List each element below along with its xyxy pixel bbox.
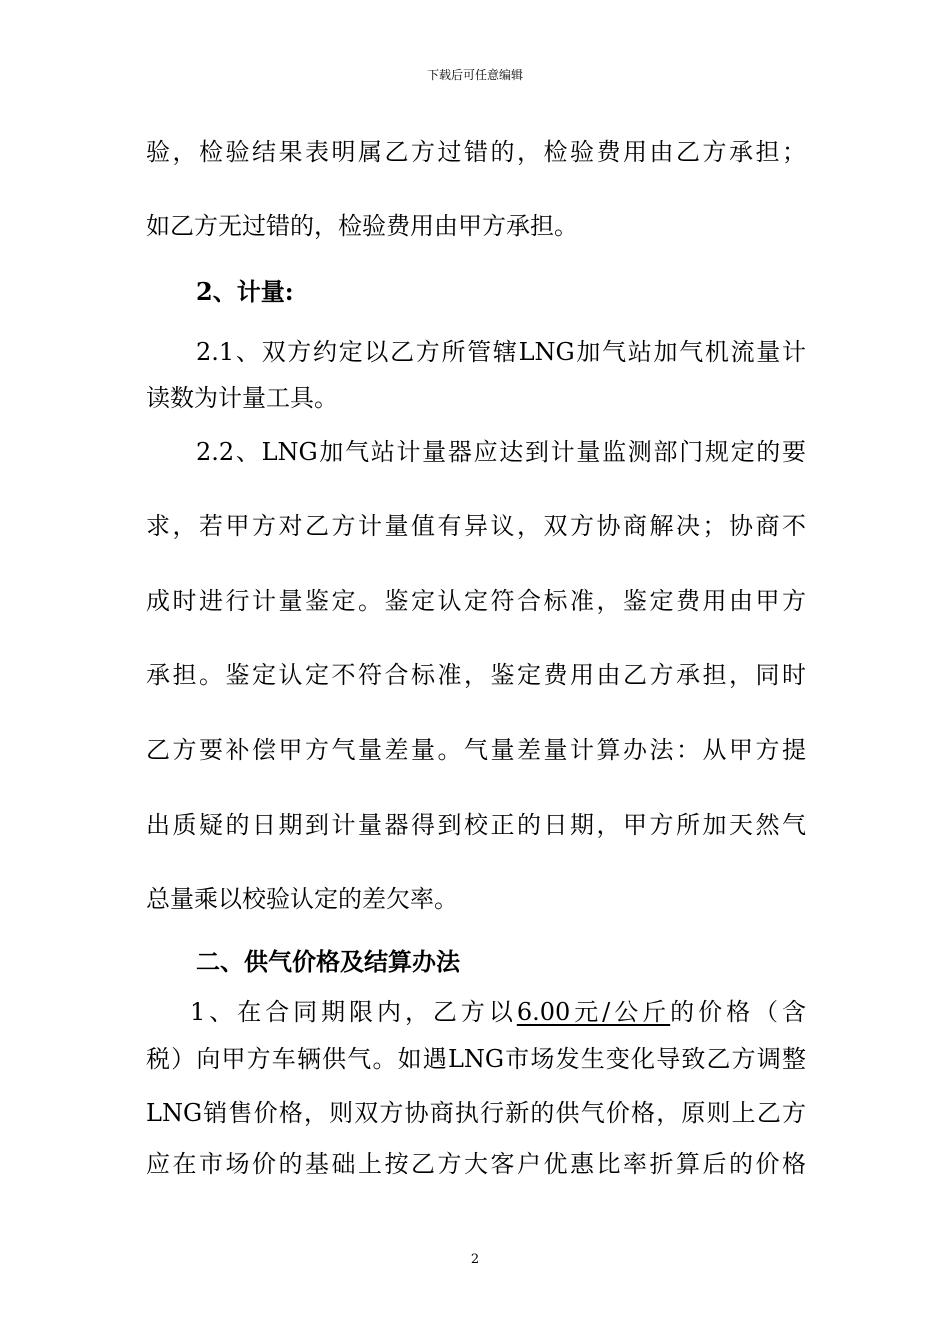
page-header: 下载后可任意编辑 — [426, 68, 523, 82]
paragraph-line: 2.2、LNG加气站计量器应达到计量监测部门规定的要 — [196, 438, 806, 466]
paragraph-line: 如乙方无过错的，检验费用由甲方承担。 — [146, 212, 578, 240]
section-title: 二、供气价格及结算办法 — [196, 947, 460, 976]
paragraph-line: 读数为计量工具。 — [146, 384, 338, 412]
paragraph-line: 税）向甲方车辆供气。如遇LNG市场发生变化导致乙方调整 — [146, 1045, 806, 1073]
paragraph-line: 承担。鉴定认定不符合标准，鉴定费用由乙方承担，同时 — [146, 661, 806, 689]
paragraph-line: 成时进行计量鉴定。鉴定认定符合标准，鉴定费用由甲方 — [146, 587, 806, 615]
price-value: 6.00元/公斤 — [516, 998, 671, 1026]
paragraph-line: LNG销售价格，则双方协商执行新的供气价格，原则上乙方 — [146, 1099, 806, 1127]
paragraph-line: 乙方要补偿甲方气量差量。气量差量计算办法：从甲方提 — [146, 736, 806, 764]
price-clause-suffix: 的价格（含 — [670, 998, 807, 1026]
section-heading: 2、计量: — [196, 277, 294, 306]
paragraph-line — [190, 1000, 806, 1024]
page-number: 2 — [470, 1252, 480, 1267]
price-clause-prefix: 1、在合同期限内，乙方以 — [190, 998, 517, 1026]
paragraph-line: 求，若甲方对乙方计量值有异议，双方协商解决；协商不 — [146, 512, 806, 540]
paragraph-line: 2.1、双方约定以乙方所管辖LNG加气站加气机流量计 — [196, 338, 806, 366]
paragraph-line: 总量乘以校验认定的差欠率。 — [146, 885, 458, 913]
paragraph-line: 出质疑的日期到计量器得到校正的日期，甲方所加天然气 — [146, 811, 806, 839]
paragraph-line: 应在市场价的基础上按乙方大客户优惠比率折算后的价格 — [146, 1150, 806, 1178]
paragraph-line: 验，检验结果表明属乙方过错的，检验费用由乙方承担； — [146, 138, 806, 166]
